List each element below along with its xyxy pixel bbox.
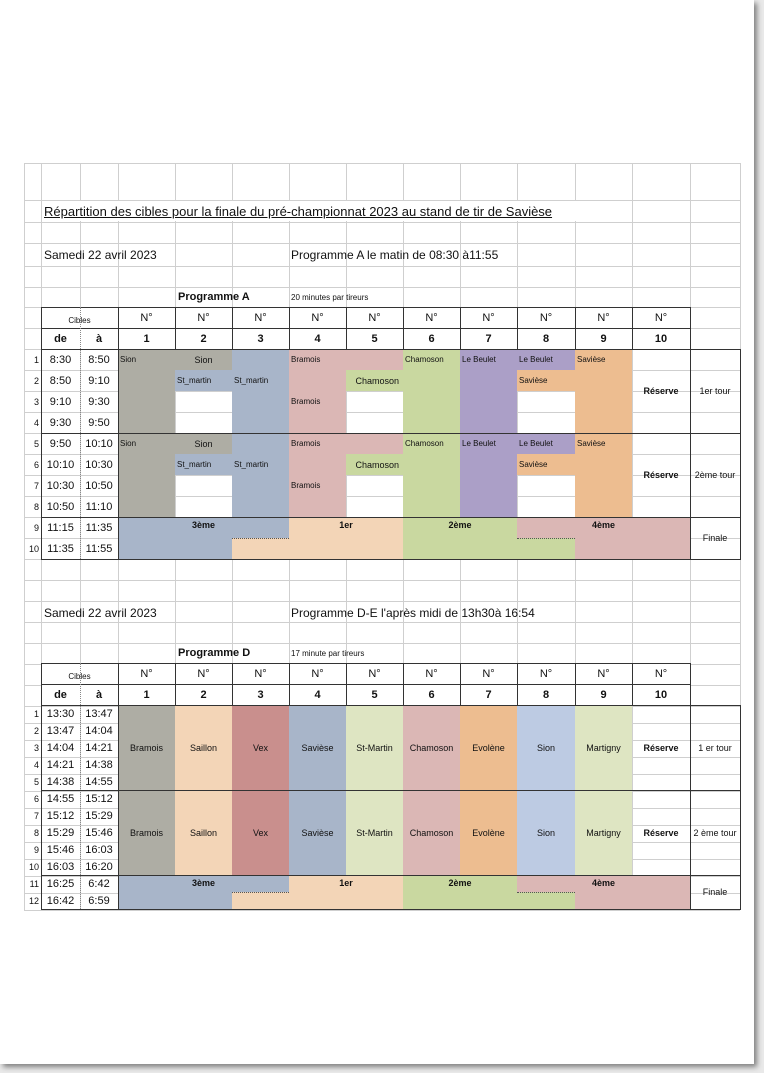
target-number: 8 <box>542 332 550 345</box>
row-number: 9 <box>33 844 39 855</box>
end-time: 8:50 <box>88 353 110 366</box>
target-no-label: N° <box>197 667 210 680</box>
team-label: Evolène <box>472 827 505 838</box>
target-no-label: N° <box>197 311 210 324</box>
target-number: 7 <box>485 688 492 701</box>
target-number: 1 <box>143 688 150 701</box>
target-no-label: N° <box>368 667 381 680</box>
time-column-border <box>118 705 119 909</box>
row-number: 5 <box>33 438 39 449</box>
time-column-border <box>118 349 119 559</box>
team-label: Chamoson <box>409 827 454 838</box>
reserve-label: Réserve <box>643 470 679 480</box>
team-label: Savièse <box>577 439 606 448</box>
finale-divider <box>232 892 289 893</box>
grid-line-horizontal <box>24 559 740 560</box>
row-number: 7 <box>33 480 39 491</box>
team-label: Saillon <box>189 742 218 753</box>
finale-top-border <box>41 875 740 876</box>
team-label: Bramois <box>291 397 321 406</box>
round-label: 2ème tour <box>694 470 736 480</box>
cibles-label: Cibles <box>68 672 91 681</box>
start-time: 9:50 <box>49 437 72 450</box>
team-label: Martigny <box>586 742 621 753</box>
targets-right-border <box>690 705 691 909</box>
start-time: 14:38 <box>46 775 75 788</box>
target-number: 10 <box>654 688 668 701</box>
target-no-label: N° <box>425 667 438 680</box>
color-block <box>575 892 690 909</box>
color-block <box>346 349 403 370</box>
target-number: 9 <box>600 332 607 345</box>
start-time: 16:42 <box>46 894 75 907</box>
color-block <box>403 538 575 559</box>
team-label: St_martin <box>234 376 269 385</box>
end-time: 9:10 <box>88 374 110 387</box>
row-number: 3 <box>33 742 39 753</box>
finale-label: Finale <box>702 533 728 543</box>
team-label: St-Martin <box>356 742 393 753</box>
end-time: 16:20 <box>85 860 113 873</box>
target-no-label: N° <box>654 311 668 324</box>
team-label: Martigny <box>586 827 621 838</box>
end-time: 11:35 <box>85 521 113 534</box>
start-time: 8:50 <box>49 374 72 387</box>
team-label: Savièse <box>519 460 548 469</box>
team-label: Bramois <box>129 827 163 838</box>
start-time: 10:10 <box>46 458 75 471</box>
start-time: 8:30 <box>49 353 72 366</box>
row-number: 5 <box>33 776 39 787</box>
finale-divider <box>517 892 575 893</box>
row-number: 4 <box>33 417 39 428</box>
round-label: 2 ème tour <box>693 827 737 838</box>
team-label: Sion <box>536 827 555 838</box>
team-label: Chamoson <box>405 355 444 364</box>
row-number: 1 <box>33 354 39 365</box>
team-label: Savièse <box>577 355 606 364</box>
team-label: Bramois <box>129 742 163 753</box>
start-time: 10:30 <box>46 479 75 492</box>
start-time: 15:29 <box>46 826 75 839</box>
grid-line-horizontal <box>24 910 740 911</box>
target-no-label: N° <box>140 311 153 324</box>
target-number: 3 <box>257 332 264 345</box>
end-time: 15:46 <box>85 826 113 839</box>
reserve-label: Réserve <box>643 386 679 396</box>
team-label: Bramois <box>291 439 321 448</box>
target-no-label: N° <box>254 311 267 324</box>
target-no-label: N° <box>254 667 267 680</box>
end-time: 15:12 <box>85 792 113 805</box>
finale-divider <box>517 538 575 539</box>
team-label: Savièse <box>301 827 334 838</box>
start-time: 13:30 <box>46 707 75 720</box>
target-number: 6 <box>428 332 435 345</box>
finale-divider <box>232 538 289 539</box>
team-label: St_martin <box>234 460 269 469</box>
target-number: 4 <box>314 688 321 701</box>
end-time: 9:50 <box>88 416 110 429</box>
start-time: 11:35 <box>47 542 74 555</box>
finale-place: 4ème <box>591 520 616 530</box>
team-label: Saillon <box>189 827 218 838</box>
time-divider <box>80 663 81 909</box>
target-no-label: N° <box>425 311 438 324</box>
row-number: 3 <box>33 396 39 407</box>
a-header: à <box>95 332 103 345</box>
row-number: 11 <box>29 878 39 889</box>
minutes-note: 17 minute par tireurs <box>291 648 365 658</box>
team-label: Le Beulet <box>462 439 496 448</box>
section-date: Samedi 22 avril 2023 <box>44 605 157 620</box>
color-block <box>118 892 232 909</box>
de-header: de <box>54 688 67 701</box>
team-label: Vex <box>252 742 268 753</box>
reserve-label: Réserve <box>643 742 679 753</box>
end-time: 14:04 <box>85 724 113 737</box>
targets-right-border <box>690 349 691 559</box>
start-time: 14:55 <box>46 792 75 805</box>
color-block <box>346 433 403 454</box>
team-label: Bramois <box>291 355 321 364</box>
target-number: 3 <box>257 688 264 701</box>
grid-line-horizontal <box>24 580 740 581</box>
round-label: 1 er tour <box>698 742 732 753</box>
row-number: 2 <box>33 375 39 386</box>
target-number: 6 <box>428 688 435 701</box>
finale-place: 3ème <box>191 520 216 530</box>
finale-place: 2ème <box>448 520 472 530</box>
target-no-label: N° <box>311 667 324 680</box>
grid-line-horizontal <box>24 163 740 164</box>
start-time: 15:12 <box>46 809 75 822</box>
target-number: 5 <box>371 332 378 345</box>
target-number: 2 <box>200 688 207 701</box>
start-time: 10:50 <box>46 500 75 513</box>
target-number: 10 <box>654 332 668 345</box>
end-time: 14:55 <box>85 775 113 788</box>
row-number: 10 <box>28 861 39 872</box>
a-header: à <box>95 688 103 701</box>
document-title: Répartition des cibles pour la finale du pré-championnat 2023 au stand de tir de Savièse <box>44 203 553 219</box>
team-label: Sion <box>194 438 213 449</box>
team-label: Sion <box>194 354 213 365</box>
finale-place: 1er <box>339 878 353 888</box>
end-time: 14:38 <box>85 758 113 771</box>
team-label: Chamoson <box>409 742 454 753</box>
start-time: 15:46 <box>46 843 75 856</box>
start-time: 9:10 <box>49 395 72 408</box>
program-description: Programme D-E l'après midi de 13h30à 16:54 <box>291 605 535 620</box>
start-time: 11:15 <box>47 521 74 534</box>
row-number: 8 <box>33 501 39 512</box>
team-label: Sion <box>120 355 137 364</box>
color-block <box>232 349 289 433</box>
row-number: 7 <box>33 810 39 821</box>
color-block <box>232 433 289 517</box>
finale-top-border <box>41 517 740 518</box>
target-number: 9 <box>600 688 607 701</box>
target-no-label: N° <box>539 311 553 324</box>
target-no-label: N° <box>539 667 553 680</box>
target-no-label: N° <box>597 311 610 324</box>
finale-place: 3ème <box>191 878 216 888</box>
program-label: Programme A <box>178 291 250 303</box>
program-description: Programme A le matin de 08:30 à11:55 <box>291 247 499 262</box>
grid-line-horizontal <box>24 266 740 267</box>
team-label: Sion <box>120 439 137 448</box>
row-number: 4 <box>33 759 39 770</box>
team-label: Sion <box>536 742 555 753</box>
target-no-label: N° <box>368 311 381 324</box>
target-no-label: N° <box>654 667 668 680</box>
color-block <box>403 892 575 909</box>
header-row-divider <box>41 684 690 685</box>
round-label: 1er tour <box>699 386 731 396</box>
target-number: 1 <box>143 332 150 345</box>
row-number: 8 <box>33 827 39 838</box>
end-time: 14:21 <box>85 741 113 754</box>
row-number: 6 <box>33 793 39 804</box>
target-number: 8 <box>542 688 550 701</box>
team-label: St_martin <box>177 460 212 469</box>
end-time: 6:59 <box>88 894 110 907</box>
minutes-note: 20 minutes par tireurs <box>291 292 369 302</box>
program-label: Programme D <box>178 647 251 659</box>
target-number: 4 <box>314 332 321 345</box>
color-block <box>232 538 403 559</box>
end-time: 11:55 <box>85 542 113 555</box>
target-number: 7 <box>485 332 492 345</box>
team-label: Chamoson <box>355 459 399 470</box>
end-time: 10:10 <box>85 437 113 450</box>
team-label: Savièse <box>301 742 334 753</box>
target-no-label: N° <box>597 667 610 680</box>
header-row-divider <box>41 328 690 329</box>
color-block <box>118 538 232 559</box>
end-time: 16:03 <box>85 843 113 856</box>
reserve-label: Réserve <box>643 827 679 838</box>
end-time: 11:10 <box>85 500 113 513</box>
start-time: 13:47 <box>46 724 75 737</box>
de-header: de <box>54 332 67 345</box>
target-no-label: N° <box>482 311 495 324</box>
start-time: 16:03 <box>46 860 75 873</box>
end-time: 10:30 <box>85 458 113 471</box>
row-number: 2 <box>33 725 39 736</box>
target-number: 5 <box>371 688 378 701</box>
end-time: 9:30 <box>88 395 110 408</box>
row-number: 12 <box>28 895 39 906</box>
end-time: 10:50 <box>85 479 113 492</box>
target-no-label: N° <box>311 311 324 324</box>
round-divider <box>41 790 740 791</box>
grid-line-horizontal <box>24 222 740 223</box>
team-label: Le Beulet <box>519 355 553 364</box>
row-number: 1 <box>33 708 39 719</box>
finale-label: Finale <box>702 887 728 897</box>
end-time: 13:47 <box>85 707 113 720</box>
target-number: 2 <box>200 332 207 345</box>
team-label: Savièse <box>519 376 548 385</box>
row-number: 9 <box>33 522 39 533</box>
start-time: 14:21 <box>46 758 75 771</box>
round-divider <box>41 433 740 434</box>
team-label: Bramois <box>291 481 321 490</box>
row-number: 10 <box>28 543 39 554</box>
end-time: 6:42 <box>88 877 110 890</box>
team-label: St_martin <box>177 376 212 385</box>
section-date: Samedi 22 avril 2023 <box>44 247 157 262</box>
finale-place: 4ème <box>591 878 616 888</box>
target-no-label: N° <box>482 667 495 680</box>
grid-line-vertical <box>740 163 741 910</box>
finale-place: 1er <box>339 520 353 530</box>
color-block <box>575 538 690 559</box>
team-label: Vex <box>252 827 268 838</box>
team-label: Chamoson <box>355 375 399 386</box>
start-time: 14:04 <box>46 741 75 754</box>
team-label: Le Beulet <box>519 439 553 448</box>
team-label: Chamoson <box>405 439 444 448</box>
row-number: 6 <box>33 459 39 470</box>
end-time: 15:29 <box>85 809 113 822</box>
start-time: 16:25 <box>46 877 75 890</box>
cibles-label: Cibles <box>68 316 91 325</box>
color-block <box>232 892 403 909</box>
target-no-label: N° <box>140 667 153 680</box>
finale-place: 2ème <box>448 878 472 888</box>
start-time: 9:30 <box>49 416 72 429</box>
team-label: Evolène <box>472 742 505 753</box>
team-label: Le Beulet <box>462 355 496 364</box>
team-label: St-Martin <box>356 827 393 838</box>
